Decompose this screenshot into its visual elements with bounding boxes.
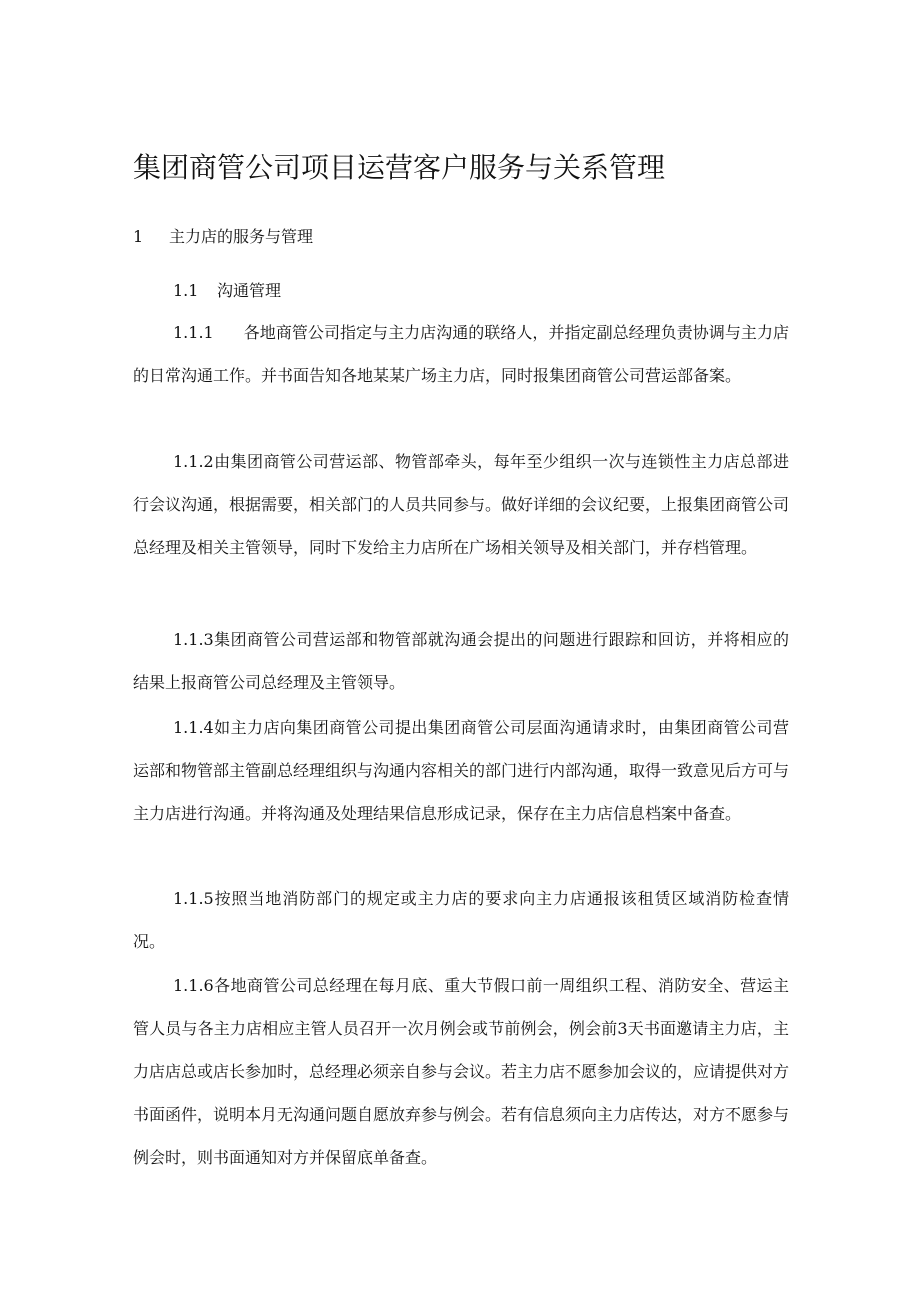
clause-text: 按照当地消防部门的规定或主力店的要求向主力店通报该租赁区域消防检查情况。 [133,889,789,951]
clause-text: 由集团商管公司营运部、物管部牵头，每年至少组织一次与连锁性主力店总部进行会议沟通，根据需要，相关部门的人员共同参与。做好详细的会议纪要，上报集团商管公司总经理及相关主管领导，同时下发给主力店所在广场相关领导及相关部门，并存档管理。 [133,452,790,557]
clause-number: 1.1.5 [173,889,214,908]
section-number: 1 [133,227,144,246]
clause-number: 1.1.6 [173,976,214,995]
paragraph-1-1-1 [133,311,789,397]
clause-text: 各地商管公司指定与主力店沟通的联络人，并指定副总经理负责协调与主力店的日常沟通工作。并书面告知各地某某广场主力店，同时报集团商管公司营运部备案。 [133,323,789,385]
section-title: 主力店的服务与管理 [169,227,314,246]
subsection-heading-1-1 [173,278,281,304]
paragraph-1-1-4 [133,706,789,835]
clause-text: 集团商管公司营运部和物管部就沟通会提出的问题进行跟踪和回访，并将相应的结果上报商管公司总经理及主管领导。 [133,630,789,692]
subsection-title: 沟通管理 [217,281,282,300]
paragraph-1-1-6 [133,964,789,1179]
clause-number: 1.1.1 [173,323,214,342]
document-title: 集团商管公司项目运营客户服务与关系管理 [133,151,666,184]
paragraph-1-1-3 [133,618,789,704]
paragraph-1-1-2 [133,440,789,569]
clause-text: 各地商管公司总经理在每月底、重大节假口前一周组织工程、消防安全、营运主管人员与各主力店相应主管人员召开一次月例会或节前例会，例会前3天书面邀请主力店，主力店店总或店长参加时，总经理必须亲自参与会议。若主力店不愿参加会议的，应请提供对方书面函件，说明本月无沟通问题自愿放弃参与例会。若有信息须向主力店传达，对方不愿参与例会时，则书面通知对方并保留底单备查。 [133,976,790,1167]
clause-number: 1.1.3 [173,630,214,649]
paragraph-1-1-5 [133,877,789,963]
subsection-number: 1.1 [173,281,199,300]
section-heading-1 [133,224,313,250]
clause-number: 1.1.4 [173,718,214,737]
clause-number: 1.1.2 [173,452,214,471]
clause-text: 如主力店向集团商管公司提出集团商管公司层面沟通请求时，由集团商管公司营运部和物管部主管副总经理组织与沟通内容相关的部门进行内部沟通，取得一致意见后方可与主力店进行沟通。并将沟通及处理结果信息形成记录，保存在主力店信息档案中备查。 [133,718,790,823]
